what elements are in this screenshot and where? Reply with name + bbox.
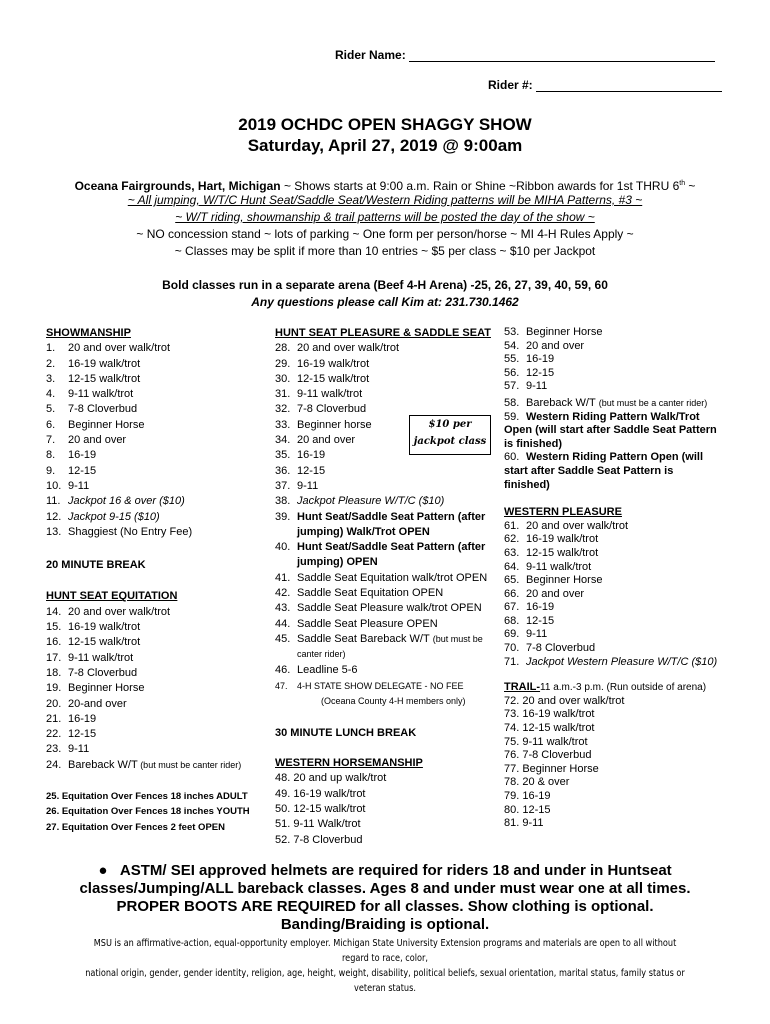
item-text: Beginner Horse [526, 574, 603, 587]
item-text: Leadline 5-6 [297, 663, 358, 676]
item-num: 10. [46, 479, 62, 492]
list-item: 74. 12-15 walk/trot [504, 722, 595, 735]
item-num: 11. [46, 495, 61, 508]
trail-heading: TRAIL- [504, 681, 541, 694]
list-item [504, 574, 744, 588]
item-num: 46. [275, 663, 291, 676]
rider-name-label: Rider Name: [335, 48, 406, 62]
list-item [46, 525, 276, 540]
item-num: 28. [275, 342, 291, 355]
info-line-1-end: ~ [685, 179, 696, 193]
list-item: 73. 16-19 walk/trot [504, 708, 595, 721]
list-item: 52. 7-8 Cloverbud [275, 833, 363, 846]
item-text: Saddle Seat Pleasure walk/trot OPEN [297, 602, 482, 615]
item-num: 3. [46, 372, 56, 385]
item-text: Shaggiest (No Entry Fee) [68, 525, 193, 538]
item-text: 12-15 walk/trot [68, 636, 141, 649]
item-text: 16-19 [526, 601, 555, 614]
item-num: 41. [275, 571, 291, 584]
item-text: 16-19 walk/trot [297, 357, 370, 370]
item-num: 35. [275, 449, 291, 462]
list-item [46, 464, 276, 479]
item-num: 15. [46, 621, 62, 634]
item-num: 21. [46, 712, 62, 725]
item-num: 62. [504, 533, 520, 546]
item-text: Jackpot 9-15 ($10) [68, 510, 160, 523]
list-item [275, 464, 503, 479]
list-item [46, 387, 276, 402]
list-item [46, 712, 276, 727]
list-item: 76. 7-8 Cloverbud [504, 749, 592, 762]
list-item: 27. Equitation Over Fences 2 feet OPEN [46, 821, 225, 833]
item-num: 70. [504, 642, 520, 655]
info-line-2-text: ~ All jumping, W/T/C Hunt Seat/Saddle Seat/Western Riding patterns will be MIHA Patterns, #3 ~ [127, 193, 643, 207]
list-item [275, 540, 503, 555]
item-text: 20 and over [68, 434, 127, 447]
item-num: 6. [46, 418, 56, 431]
info-line-2 [0, 192, 770, 209]
item-num: 66. [504, 587, 520, 600]
list-item [504, 520, 744, 534]
info-line-4: ~ NO concession stand ~ lots of parking ~ One form per person/horse ~ MI 4-H Rules Apply ~ [136, 227, 634, 241]
item-text: 7-8 Cloverbud [68, 403, 138, 416]
msu-disclaimer [80, 936, 691, 996]
rider-number-field[interactable] [536, 91, 722, 92]
item-num: 13. [46, 525, 62, 538]
item-text: jumping) Walk/Trot OPEN [297, 525, 430, 538]
item-text: 20 and over walk/trot [68, 605, 171, 618]
helmet-line-3: PROPER BOOTS ARE REQUIRED for all classes. Show clothing is optional. [116, 898, 654, 915]
item-text: 7-8 Cloverbud [297, 403, 367, 416]
list-item [46, 418, 276, 433]
hunt-eq-heading: HUNT SEAT EQUITATION [46, 590, 178, 603]
item-text: 20 and over [297, 434, 356, 447]
helmet-line-4: Banding/Braiding is optional. [280, 916, 490, 933]
item-num: 67. [504, 601, 520, 614]
list-item [275, 479, 503, 494]
trail-note: 11 a.m.-3 p.m. (Run outside of arena) [540, 682, 707, 694]
show-date: Saturday, April 27, 2019 @ 9:00am [247, 136, 523, 155]
item-text: 9-11 [68, 743, 90, 756]
list-item: 77. Beginner Horse [504, 762, 599, 775]
item-text: Hunt Seat/Saddle Seat Pattern (after [297, 541, 486, 554]
item-text: 12-15 [68, 464, 97, 477]
helmet-line-1-text: ASTM/ SEI approved helmets are required for riders 18 and under in Huntseat [119, 862, 672, 879]
item-note: canter rider) [297, 649, 346, 660]
list-item [504, 628, 744, 642]
item-text: Saddle Seat Pleasure OPEN [297, 617, 438, 630]
list-item [46, 681, 276, 696]
item-num: 37. [275, 479, 291, 492]
item-text: 20-and over [68, 697, 127, 710]
item-num: 58. [504, 396, 520, 409]
item-num: 12. [46, 510, 62, 523]
item-text: Bareback W/T [68, 758, 138, 771]
list-item [504, 411, 744, 425]
list-item [504, 326, 744, 340]
item-num: 68. [504, 614, 520, 627]
item-num: 59. [504, 410, 520, 423]
item-num: 4. [46, 388, 56, 401]
list-item: 72. 20 and over walk/trot [504, 694, 625, 707]
item-text: 7-8 Cloverbud [526, 642, 596, 655]
list-item [504, 588, 744, 602]
item-num: 54. [504, 339, 520, 352]
western-horsemanship-list [275, 771, 503, 847]
item-num: 43. [275, 602, 291, 615]
western-horsemanship-heading: WESTERN HORSEMANSHIP [275, 757, 423, 770]
list-item [275, 372, 503, 387]
list-item [275, 663, 503, 678]
item-text: Beginner Horse [526, 326, 603, 338]
item-text: Saddle Seat Equitation OPEN [297, 587, 444, 600]
item-num: 55. [504, 353, 520, 366]
list-item [275, 601, 503, 616]
bullet-icon: ● [98, 862, 120, 879]
list-item: 25. Equitation Over Fences 18 inches ADULT [46, 791, 248, 803]
list-item [275, 586, 503, 601]
list-item [46, 357, 276, 372]
item-text: Saddle Seat Equitation walk/trot OPEN [297, 571, 488, 584]
disclaimer-line-2: national origin, gender, gender identity, religion, age, height, weight, disability, political beliefs, sexual orientation, marital status, family status or veteran status. [85, 968, 685, 994]
item-num: 53. [504, 326, 520, 338]
list-item: 78. 20 & over [504, 776, 570, 789]
item-text: jumping) OPEN [297, 556, 378, 569]
info-sup: th [679, 180, 686, 187]
item-num: 56. [504, 366, 520, 379]
item-text: Western Riding Pattern Open (will [526, 451, 704, 464]
list-item [275, 678, 503, 694]
trail-heading-row [504, 681, 744, 695]
item-num: 32. [275, 403, 291, 416]
item-text: 16-19 [297, 449, 326, 462]
list-item-cont [275, 525, 503, 540]
list-item [504, 561, 744, 575]
item-num: 7. [46, 434, 56, 447]
column-2 [275, 326, 503, 848]
column-3 [504, 326, 744, 831]
item-text: 12-15 walk/trot [68, 372, 141, 385]
list-item [46, 510, 276, 525]
list-item [275, 357, 503, 372]
helmet-line-2: classes/Jumping/ALL bareback classes. Ages 8 and under must wear one at all times. [79, 880, 691, 897]
jackpot-box-line-1: $10 per [428, 419, 472, 430]
item-text: 20 and over [526, 587, 585, 600]
item-num: 60. [504, 451, 520, 464]
item-num: 40. [275, 541, 291, 554]
item-text: 20 and over walk/trot [526, 519, 629, 532]
item-num: 19. [46, 682, 62, 695]
item-num: 20. [46, 697, 62, 710]
list-item [275, 494, 503, 509]
item-text: Bareback W/T [526, 396, 596, 409]
list-item [504, 340, 744, 354]
item-num: 9. [46, 464, 56, 477]
item-text: Beginner Horse [68, 682, 145, 695]
list-item: 75. 9-11 walk/trot [504, 735, 588, 748]
break-30: 30 MINUTE LUNCH BREAK [275, 726, 417, 739]
item-num: 69. [504, 628, 520, 641]
list-item [504, 380, 744, 394]
list-item [46, 402, 276, 417]
item-note: (but must be a canter rider) [598, 397, 708, 408]
list-item-cont [275, 647, 503, 662]
list-item [46, 758, 276, 773]
item-note: (but must be canter rider) [137, 759, 242, 770]
list-item: 81. 9-11 [504, 817, 544, 830]
item-text-cont: start after Saddle Seat Pattern is [504, 464, 674, 477]
list-item [275, 387, 503, 402]
item-text: Western Riding Pattern Walk/Trot [526, 410, 700, 423]
item-text: 9-11 walk/trot [68, 651, 134, 664]
item-text: 12-15 [297, 464, 326, 477]
list-item [275, 341, 503, 356]
rider-name-field[interactable] [409, 61, 715, 62]
item-text: 9-11 walk/trot [68, 388, 134, 401]
jackpot-price-box [409, 415, 491, 455]
showmanship-heading: SHOWMANSHIP [46, 327, 131, 339]
list-item [275, 571, 503, 586]
item-note: (but must be [432, 633, 483, 644]
item-text: 16-19 [526, 353, 555, 366]
item-num: 33. [275, 418, 291, 431]
jackpot-box-line-2: jackpot class [413, 436, 487, 447]
list-item [504, 601, 744, 615]
info-line-3-text: ~ W/T riding, showmanship & trail patterns will be posted the day of the show ~ [175, 210, 595, 224]
venue: Oceana Fairgrounds, Hart, Michigan [74, 179, 281, 193]
list-item [275, 632, 503, 647]
western-pleasure-heading: WESTERN PLEASURE [504, 506, 622, 519]
list-item [504, 367, 744, 381]
item-text: 9-11 walk/trot [526, 560, 592, 573]
rider-number-label: Rider #: [488, 78, 533, 92]
item-num: 22. [46, 728, 62, 741]
list-item-cont [275, 555, 503, 570]
item-text: Jackpot Pleasure W/T/C ($10) [297, 495, 445, 508]
item-num: 8. [46, 449, 56, 462]
rider-name-row [335, 48, 715, 62]
item-text-cont: Open (will start after Saddle Seat Pattern [504, 424, 717, 437]
list-item [46, 635, 276, 650]
item-text: 20 and over walk/trot [68, 342, 171, 355]
item-num: 65. [504, 574, 520, 587]
list-item [46, 651, 276, 666]
break-20: 20 MINUTE BREAK [46, 559, 146, 572]
info-line-3 [0, 209, 770, 226]
list-item [504, 353, 744, 367]
item-text: 12-15 [68, 728, 97, 741]
list-item [46, 494, 276, 509]
item-text: 16-19 walk/trot [68, 621, 141, 634]
item-num: 5. [46, 403, 56, 416]
item-num: 57. [504, 380, 520, 393]
list-item [46, 742, 276, 757]
list-item [504, 451, 744, 465]
list-item: 80. 12-15 [504, 803, 551, 816]
item-num: 23. [46, 743, 62, 756]
list-item [46, 341, 276, 356]
item-text: 12-15 [526, 614, 555, 627]
item-text: 16-19 walk/trot [526, 533, 599, 546]
item-text: 16-19 [68, 449, 97, 462]
trail-list [504, 695, 744, 831]
showmanship-list [46, 341, 276, 540]
item-num: 47. [275, 680, 288, 691]
list-item [275, 617, 503, 632]
item-text: 9-11 [297, 479, 319, 492]
item-num: 44. [275, 617, 291, 630]
list-item: 26. Equitation Over Fences 18 inches YOUTH [46, 806, 250, 818]
item-num: 39. [275, 510, 291, 523]
item-num: 71. [504, 655, 520, 668]
item-text: 9-11 [68, 479, 90, 492]
item-num: 14. [46, 605, 62, 618]
item-num: 29. [275, 357, 291, 370]
item-text-cont: is finished) [504, 437, 563, 450]
list-item [275, 510, 503, 525]
item-text: Beginner Horse [68, 418, 145, 431]
item-text: 12-15 walk/trot [526, 546, 599, 559]
list-item [46, 433, 276, 448]
list-item [504, 656, 744, 670]
item-num: 1. [46, 342, 56, 355]
item-num: 16. [46, 636, 62, 649]
list-item [46, 620, 276, 635]
item-num: 64. [504, 560, 520, 573]
list-item: 48. 20 and up walk/trot [275, 772, 387, 785]
item-num: 18. [46, 666, 62, 679]
list-item: 79. 16-19 [504, 790, 551, 802]
item-text: Beginner horse [297, 418, 372, 431]
list-item [504, 642, 744, 656]
item-num: 61. [504, 519, 520, 532]
item-text: 9-11 [526, 628, 548, 641]
helmet-line-1 [0, 862, 770, 880]
list-item: 50. 12-15 walk/trot [275, 803, 366, 816]
item-num: 30. [275, 372, 291, 385]
item-text: 12-15 walk/trot [297, 372, 370, 385]
list-item: 49. 16-19 walk/trot [275, 787, 366, 800]
item-text: Hunt Seat/Saddle Seat Pattern (after [297, 510, 486, 523]
item-text: Jackpot Western Pleasure W/T/C ($10) [526, 655, 718, 668]
item-num: 42. [275, 587, 291, 600]
hunt-pleasure-heading: HUNT SEAT PLEASURE & SADDLE SEAT [275, 327, 491, 339]
item-num: 17. [46, 651, 62, 664]
item-text: Saddle Seat Bareback W/T [297, 632, 430, 645]
hunt-eq-list [46, 605, 276, 773]
item-num: 38. [275, 495, 291, 508]
list-item [504, 615, 744, 629]
item-text: 20 and over walk/trot [297, 342, 400, 355]
info-line-5: ~ Classes may be split if more than 10 entries ~ $5 per class ~ $10 per Jackpot [174, 244, 596, 258]
item-text: 4-H STATE SHOW DELEGATE - NO FEE [297, 680, 464, 691]
item-num: 2. [46, 357, 56, 370]
fences-list [46, 789, 276, 835]
item-note: (Oceana County 4-H members only) [321, 695, 466, 706]
item-num: 63. [504, 546, 520, 559]
show-title: 2019 OCHDC OPEN SHAGGY SHOW [238, 115, 532, 134]
bold-classes-note: Bold classes run in a separate arena (Beef 4-H Arena) -25, 26, 27, 39, 40, 59, 60 [162, 278, 608, 292]
info-line-1-text: ~ Shows starts at 9:00 a.m. Rain or Shine ~Ribbon awards for 1st THRU 6 [280, 179, 680, 193]
item-text: 16-19 walk/trot [68, 357, 141, 370]
list-item-cont [275, 694, 503, 708]
list-item [46, 605, 276, 620]
list-item [46, 448, 276, 463]
item-text: 12-15 [526, 366, 555, 379]
item-text-cont: finished) [504, 478, 550, 491]
item-num: 31. [275, 388, 291, 401]
item-text: 7-8 Cloverbud [68, 666, 138, 679]
item-text: 20 and over [526, 339, 585, 352]
list-item [46, 727, 276, 742]
item-num: 36. [275, 464, 291, 477]
list-item [46, 666, 276, 681]
disclaimer-line-1: MSU is an affirmative-action, equal-opportunity employer. Michigan State University Extension programs and materials are open to all without regard to race, color, [93, 938, 677, 964]
questions-contact: Any questions please call Kim at: 231.730.1462 [251, 295, 519, 309]
list-item [46, 697, 276, 712]
helmet-notice [0, 862, 770, 934]
western-pleasure-list [504, 520, 744, 670]
column-1 [46, 326, 276, 835]
list-item: 51. 9-11 Walk/trot [275, 818, 361, 831]
item-text: 16-19 [68, 712, 97, 725]
rider-number-row [488, 78, 722, 92]
item-text: 9-11 [526, 380, 548, 393]
item-text: Jackpot 16 & over ($10) [68, 495, 185, 508]
list-item [504, 533, 744, 547]
item-text: 9-11 walk/trot [297, 388, 363, 401]
list-item [504, 547, 744, 561]
list-item [46, 372, 276, 387]
item-num: 45. [275, 632, 291, 645]
list-item [504, 397, 744, 411]
item-num: 24. [46, 758, 62, 771]
list-item [46, 479, 276, 494]
item-num: 34. [275, 434, 291, 447]
